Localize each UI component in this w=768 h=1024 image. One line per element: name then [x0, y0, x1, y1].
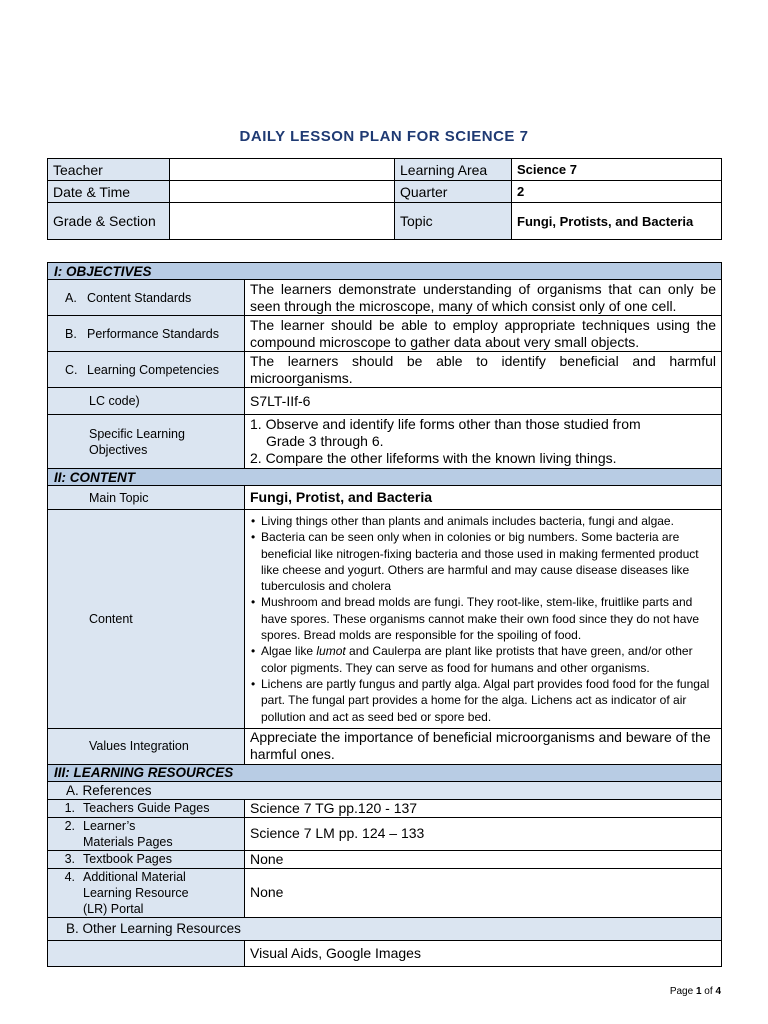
- of-word: of: [701, 986, 716, 997]
- learning-competencies-text: Learning Competencies: [87, 362, 220, 377]
- performance-standards-label: [48, 316, 245, 352]
- tg-pages-label: [48, 799, 245, 817]
- content-standards-text: Content Standards: [87, 290, 192, 305]
- lc-code-value: S7LT-IIf-6: [245, 388, 722, 415]
- objective-2: 2. Compare the other lifeforms with the known living things.: [250, 450, 617, 466]
- page-number: 1: [695, 986, 702, 997]
- date-field[interactable]: [170, 181, 395, 203]
- topic-label: Topic: [395, 203, 512, 240]
- lm-pages-text: Learner’s Materials Pages: [83, 818, 173, 849]
- lr-portal-index: 4.: [64, 869, 75, 884]
- quarter-value: 2: [512, 181, 722, 203]
- specific-objectives-value: [245, 415, 722, 469]
- list-item: • Living things other than plants and animals includes bacteria, fungi and algae.: [250, 513, 716, 529]
- learning-competencies-label: [48, 352, 245, 388]
- list-item: • Mushroom and bread molds are fungi. They root-like, stem-like, fruitlike parts and have spores. These organisms cannot make their own food since they do not have spores. Bread molds are responsible for the spoiling of food.: [250, 594, 716, 643]
- values-integration-value: Appreciate the importance of beneficial microorganisms and beware of the harmful ones.: [245, 728, 722, 764]
- tg-pages-index: 1.: [64, 801, 75, 816]
- page-title: DAILY LESSON PLAN FOR SCIENCE 7: [239, 128, 529, 145]
- content-heading: II: CONTENT: [48, 469, 722, 486]
- lc-code-label: [48, 388, 245, 415]
- grade-field[interactable]: [170, 203, 395, 240]
- objective-1: 1. Observe and identify life forms other than those studied from: [250, 416, 641, 432]
- values-integration-label: [48, 728, 245, 764]
- main-topic-text: Main Topic: [89, 490, 149, 505]
- content-list: [250, 510, 716, 728]
- topic-value: Fungi, Protists, and Bacteria: [512, 203, 722, 240]
- list-item: • Bacteria can be seen only when in colonies or big numbers. Some bacteria are beneficial like nitrogen-fixing bacteria and those used in making fermented product like cheese and yogurt. Others are harmful and may cause disease diseases like tuberculosis and cholera: [250, 529, 716, 594]
- textbook-pages-value: None: [245, 850, 722, 868]
- algae-text-post: and Caulerpa are plant like protists that have green, and/or other color pigments. They can serve as food for humans and other organisms.: [261, 644, 693, 675]
- content-value: [245, 510, 722, 729]
- other-resources-heading: B. Other Learning Resources: [48, 917, 722, 940]
- values-integration-text: Values Integration: [89, 739, 189, 754]
- header-table: [47, 158, 722, 240]
- teacher-label: Teacher: [48, 159, 170, 181]
- content-standards-index: A.: [65, 290, 77, 305]
- textbook-pages-index: 3.: [64, 852, 75, 867]
- textbook-pages-text: Textbook Pages: [83, 852, 172, 867]
- main-topic-value: Fungi, Protist, and Bacteria: [245, 486, 722, 510]
- content-standards-value: The learners demonstrate understanding of organisms that can only be seen through the microscope, many of which consist only of one cell.: [245, 280, 722, 316]
- specific-objectives-label: [48, 415, 245, 469]
- quarter-label: Quarter: [395, 181, 512, 203]
- algae-text-pre: Algae like: [261, 644, 317, 659]
- lr-portal-text: Additional Material Learning Resource (LR) Portal: [83, 869, 189, 916]
- list-item: [250, 643, 716, 676]
- learning-area-label: Learning Area: [395, 159, 512, 181]
- lesson-plan-table: [47, 262, 722, 967]
- specific-objectives-text: Specific Learning Objectives: [89, 426, 185, 457]
- algae-text-italic: lumot: [316, 644, 346, 659]
- lm-pages-index: 2.: [64, 818, 75, 833]
- page-footer: [670, 986, 721, 997]
- teacher-field[interactable]: [170, 159, 395, 181]
- content-label: [48, 510, 245, 729]
- textbook-pages-label: [48, 850, 245, 868]
- lr-portal-value: None: [245, 868, 722, 917]
- lc-code-text: LC code): [89, 394, 140, 408]
- date-label: Date & Time: [48, 181, 170, 203]
- content-text: Content: [89, 611, 133, 626]
- other-resources-value: Visual Aids, Google Images: [245, 940, 722, 966]
- references-heading: A. References: [48, 781, 722, 799]
- grade-label: Grade & Section: [48, 203, 170, 240]
- page-total: 4: [715, 986, 721, 997]
- list-item: • Lichens are partly fungus and partly alga. Algal part provides food food for the fungal part. The fungal part provides a home for the alga. Lichens act as indicator of air pollution and act as seed bed or spore bed.: [250, 676, 716, 725]
- learning-area-value: Science 7: [512, 159, 722, 181]
- lm-pages-value: Science 7 LM pp. 124 – 133: [245, 817, 722, 850]
- lm-pages-label: [48, 817, 245, 850]
- main-topic-label: [48, 486, 245, 510]
- page-word: Page: [669, 986, 696, 997]
- other-resources-label: [48, 940, 245, 966]
- performance-standards-index: B.: [65, 326, 77, 341]
- resources-heading: III: LEARNING RESOURCES: [48, 764, 722, 781]
- tg-pages-text: Teachers Guide Pages: [83, 801, 210, 816]
- objectives-heading: I: OBJECTIVES: [48, 263, 722, 280]
- content-standards-label: [48, 280, 245, 316]
- learning-competencies-index: C.: [65, 362, 78, 377]
- learning-competencies-value: The learners should be able to identify beneficial and harmful microorganisms.: [245, 352, 722, 388]
- objective-1-cont: Grade 3 through 6.: [266, 433, 384, 449]
- lr-portal-label: [48, 868, 245, 917]
- tg-pages-value: Science 7 TG pp.120 - 137: [245, 799, 722, 817]
- performance-standards-text: Performance Standards: [87, 326, 220, 341]
- performance-standards-value: The learner should be able to employ appropriate techniques using the compound microscope to gather data about very small objects.: [245, 316, 722, 352]
